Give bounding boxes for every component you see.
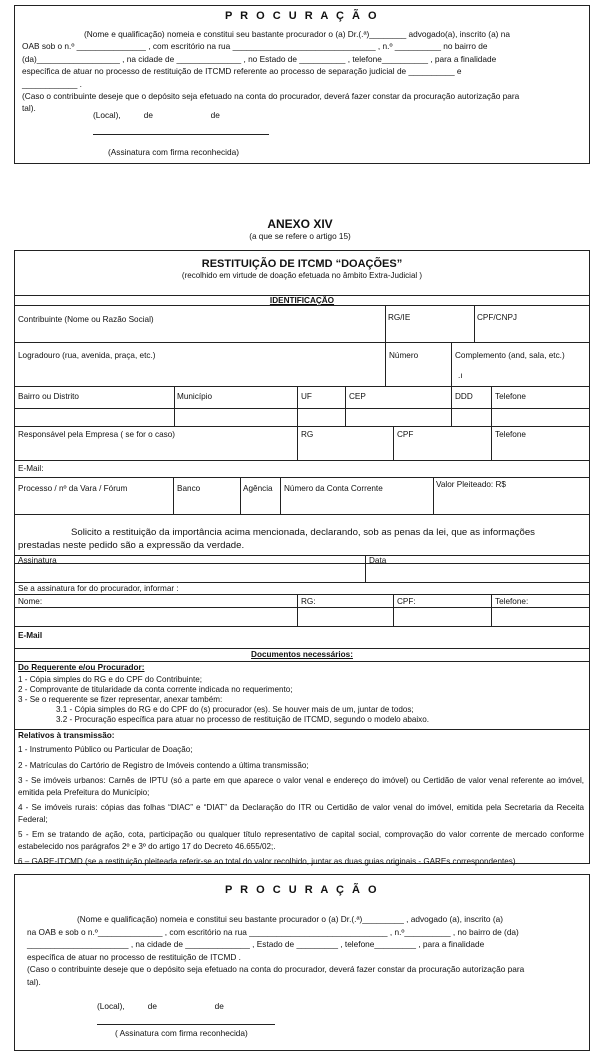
row-divider	[14, 626, 590, 627]
label-cep: CEP	[349, 392, 366, 401]
form-title: RESTITUIÇÃO DE ITCMD “DOAÇÕES”	[201, 258, 403, 270]
transmissao-list	[18, 744, 584, 868]
row-divider	[14, 729, 590, 730]
declaration-line-1: Solicito a restituição da importância acima mencionada, declarando, sob as penas da lei, que as informações	[71, 527, 535, 538]
procuracao-text	[27, 913, 583, 989]
label-procurador-info: Se a assinatura for do procurador, informar :	[18, 584, 179, 593]
col-divider	[280, 477, 281, 514]
label-cpf-cnpj: CPF/CNPJ	[477, 313, 518, 322]
label-processo: Processo / nº da Vara / Fórum	[18, 484, 128, 493]
procuracao-line: (Caso o contribuinte deseje que o depósito seja efetuado na conta do procurador, deverá fazer constar da procuração autorização para	[27, 964, 525, 975]
docs-title: Documentos necessários:	[251, 650, 353, 659]
procuracao-line: ____________ .	[22, 78, 82, 89]
procuracao-line: OAB sob o n.º _______________ , com escritório na rua _______________________________ , n.º __________ no bairro de	[22, 41, 488, 52]
procuracao-line: (da)__________________ , na cidade de ______________ , no Estado de __________ , telefone__________ , para a finalidade	[22, 53, 497, 64]
label-ddd: DDD	[455, 392, 473, 401]
list-item: 5 - Em se tratando de ação, cota, participação ou qualquer título representativo de capital social, comprovação do valor corrente de mercado conforme estabelecido nos parágrafos 2º e 3º do artigo 17 do Decreto 46.655/02;.	[18, 830, 584, 851]
row-divider	[14, 514, 590, 515]
list-item: 4 - Se imóveis rurais: cópias das folhas “DIAC” e “DIAT” da Declaração do ITR ou Certidão de valor venal do imóvel, emitida pela Secretaria da Receita Federal;	[18, 803, 584, 824]
row-divider	[14, 408, 590, 409]
label-nome: Nome:	[18, 597, 43, 606]
procuracao-line: tal).	[22, 103, 36, 114]
row-divider	[14, 648, 590, 649]
row-divider	[14, 305, 590, 306]
procuracao-line: ______________________ , na cidade de ______________ , Estado de _________ , telefone_________ , para a finalidade	[27, 939, 485, 950]
requerente-title: Do Requerente e/ou Procurador:	[18, 663, 145, 672]
label-complemento: Complemento (and, sala, etc.)	[455, 351, 565, 360]
requerente-list	[18, 675, 586, 725]
col-divider	[474, 305, 475, 342]
col-divider	[385, 342, 386, 386]
row-divider	[14, 582, 590, 583]
procuracao-line: (Caso o contribuinte deseje que o depósito seja efetuado na conta do procurador, deverá fazer constar da procuração autorização para	[22, 91, 520, 102]
list-item: 2 - Matrículas do Cartório de Registro de Imóveis contendo a última transmissão;	[18, 760, 309, 770]
col-divider	[297, 386, 298, 426]
row-divider	[14, 563, 590, 564]
row-divider	[14, 477, 590, 478]
col-divider	[385, 305, 386, 342]
col-divider	[365, 555, 366, 582]
col-divider	[491, 594, 492, 626]
list-item: 1 - Instrumento Público ou Particular de Doação;	[18, 745, 193, 754]
col-divider	[297, 426, 298, 460]
label-banco: Banco	[177, 484, 201, 493]
label-telefone-procurador: Telefone:	[495, 597, 529, 606]
col-divider	[491, 386, 492, 426]
col-divider	[393, 594, 394, 626]
row-divider	[14, 555, 590, 556]
procuracao-line: (Nome e qualificação) nomeia e constitui seu bastante procurador o (a) Dr.(.ª)________ advogado(a), inscrito (a) na	[84, 29, 510, 39]
label-email: E-Mail:	[18, 464, 44, 473]
col-divider	[451, 386, 452, 426]
section-identificacao: IDENTIFICAÇÃO	[269, 296, 335, 305]
row-divider	[14, 460, 590, 461]
signature-caption: (Assinatura com firma reconhecida)	[108, 147, 239, 157]
col-divider	[451, 342, 452, 386]
declaration-line-2: prestadas neste pedido são a expressão da verdade.	[18, 540, 245, 551]
row-divider	[14, 386, 590, 387]
col-divider	[240, 477, 241, 514]
row-divider	[14, 594, 590, 595]
label-rg-procurador: RG:	[301, 597, 316, 606]
col-divider	[393, 426, 394, 460]
procuracao-title: P R O C U R A Ç Ã O	[224, 10, 380, 22]
label-telefone: Telefone	[495, 392, 526, 401]
label-agencia: Agência	[243, 484, 273, 493]
form-subtitle: (recolhido em virtude de doação efetuada no âmbito Extra-Judicial )	[181, 271, 423, 280]
label-conta: Número da Conta Corrente	[284, 484, 383, 493]
label-email-procurador: E-Mail	[18, 631, 43, 640]
label-cpf-procurador: CPF:	[397, 597, 416, 606]
label-responsavel: Responsável pela Empresa ( se for o caso)	[18, 430, 176, 439]
col-divider	[297, 594, 298, 626]
place-date-line: (Local), de de	[93, 110, 220, 120]
list-item: 6 – GARE-ITCMD (se a restituição pleiteada referir-se ao total do valor recolhido, juntar as duas guias originais - GAREs correspondentes).	[18, 857, 518, 866]
annex-subtitle: (a que se refere o artigo 15)	[249, 232, 351, 241]
row-divider	[14, 661, 590, 662]
label-bairro: Bairro ou Distrito	[18, 392, 79, 401]
procuracao-line: (Nome e qualificação) nomeia e constitui seu bastante procurador o (a) Dr.(.ª)_________ , advogado (a), inscrito (a)	[77, 914, 503, 924]
list-item: 2 - Comprovante de titularidade da conta corrente indicada no requerimento;	[18, 685, 293, 694]
signature-line	[97, 1024, 275, 1025]
label-rg: RG	[301, 430, 314, 439]
label-cpf: CPF	[397, 430, 414, 439]
place-date-line: (Local), de de	[97, 1001, 224, 1011]
col-divider	[491, 426, 492, 460]
procuracao-line: específica de atuar no processo de restituição de ITCMD .	[27, 951, 241, 962]
signature-caption: ( Assinatura com firma reconhecida)	[115, 1028, 248, 1038]
procuracao-line: na OAB e sob o n.º______________ , com escritório na rua ______________________________ , n.º__________ , no bairro de (da)	[27, 926, 519, 937]
list-item: 3.2 - Procuração específica para atuar no processo de restituição de ITCMD, segundo o modelo abaixo.	[56, 715, 429, 724]
signature-line	[93, 134, 269, 135]
label-uf: UF	[301, 392, 312, 401]
list-item: 3 - Se o requerente se fizer representar, anexar também:	[18, 695, 223, 704]
row-divider	[14, 426, 590, 427]
col-divider	[433, 477, 434, 514]
transmissao-title: Relativos à transmissão:	[18, 731, 115, 740]
label-numero: Número	[389, 351, 419, 360]
col-divider	[173, 477, 174, 514]
list-item: 3 - Se imóveis urbanos: Carnês de IPTU (só a parte em que aparece o valor venal e endereço do imóvel) ou Certidão de valor venal referente ao imóvel, emitida pela Prefeitura do Município;	[18, 776, 584, 797]
label-telefone-2: Telefone	[495, 430, 526, 439]
row-divider	[14, 342, 590, 343]
label-data: Data	[369, 556, 387, 565]
annex-title: ANEXO XIV	[267, 217, 333, 231]
label-rg-ie: RG/IE	[388, 313, 411, 322]
procuracao-text	[22, 28, 582, 115]
label-contribuinte: Contribuinte (Nome ou Razão Social)	[18, 315, 154, 324]
col-divider	[345, 386, 346, 426]
label-logradouro: Logradouro (rua, avenida, praça, etc.)	[18, 351, 156, 360]
list-item: 1 - Cópia simples do RG e do CPF do Contribuinte;	[18, 675, 202, 684]
procuracao-line: específica de atuar no processo de restituição de ITCMD referente ao processo de separação judicial de __________ e	[22, 66, 462, 77]
procuracao-line: tal).	[27, 976, 41, 987]
label-valor: Valor Pleiteado: R$	[436, 480, 506, 489]
procuracao-title: P R O C U R A Ç Ã O	[224, 884, 380, 896]
row-divider	[14, 607, 590, 608]
label-assinatura: Assinatura	[18, 556, 57, 565]
list-item: 3.1 - Cópia simples do RG e do CPF do (s) procurador (es). Se houver mais de um, juntar de todos;	[56, 705, 414, 714]
label-municipio: Município	[177, 392, 213, 401]
stray-mark-icon: .ı	[458, 371, 463, 380]
col-divider	[174, 386, 175, 426]
